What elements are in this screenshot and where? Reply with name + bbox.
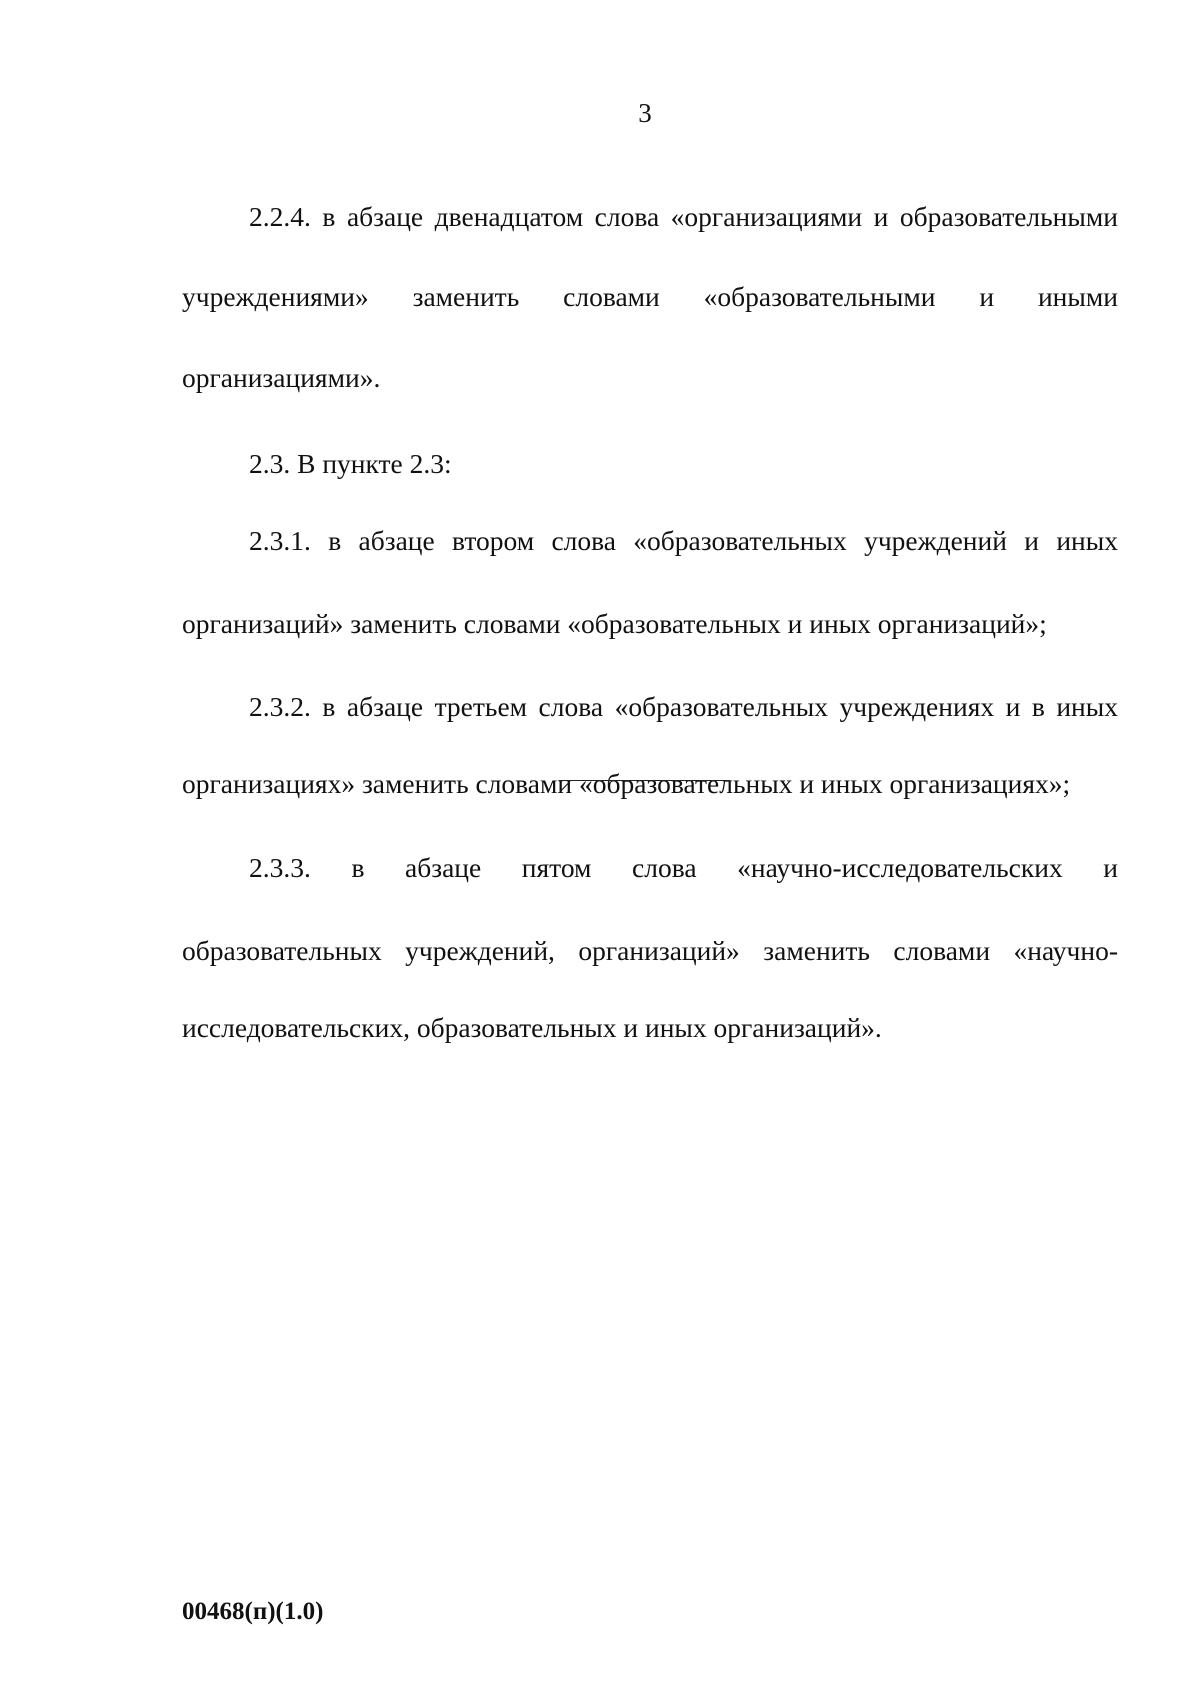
paragraph-2-3-3-line-3: исследовательских, образовательных и иных организаций». xyxy=(182,1012,882,1043)
paragraph-2-3-2-line-1: 2.3.2. в абзаце третьем слова «образовательных учреждениях и в иных xyxy=(249,691,1118,722)
paragraph-2-3-3-line-2: образовательных учреждений, организаций» заменить словами «научно- xyxy=(182,935,1118,966)
paragraph-2-3-2-line-2: организациях» заменить словами «образовательных и иных организациях»; xyxy=(182,768,1071,799)
paragraph-2-2-4-line-2: учреждениями» заменить словами «образовательными и иными xyxy=(182,281,1118,312)
page-number: 3 xyxy=(638,98,652,128)
end-divider xyxy=(559,780,730,781)
document-code: 00468(п)(1.0) xyxy=(182,1598,324,1625)
paragraph-2-2-4-line-3: организациями». xyxy=(182,362,381,393)
paragraph-2-3-heading: 2.3. В пункте 2.3: xyxy=(249,448,452,479)
paragraph-2-3-1-line-2: организаций» заменить словами «образовательных и иных организаций»; xyxy=(182,608,1047,639)
paragraph-2-2-4-line-1: 2.2.4. в абзаце двенадцатом слова «организациями и образовательными xyxy=(249,201,1118,232)
paragraph-2-3-1-line-1: 2.3.1. в абзаце втором слова «образовательных учреждений и иных xyxy=(249,525,1118,556)
paragraph-2-3-3-line-1: 2.3.3. в абзаце пятом слова «научно-исследовательских и xyxy=(249,852,1118,883)
